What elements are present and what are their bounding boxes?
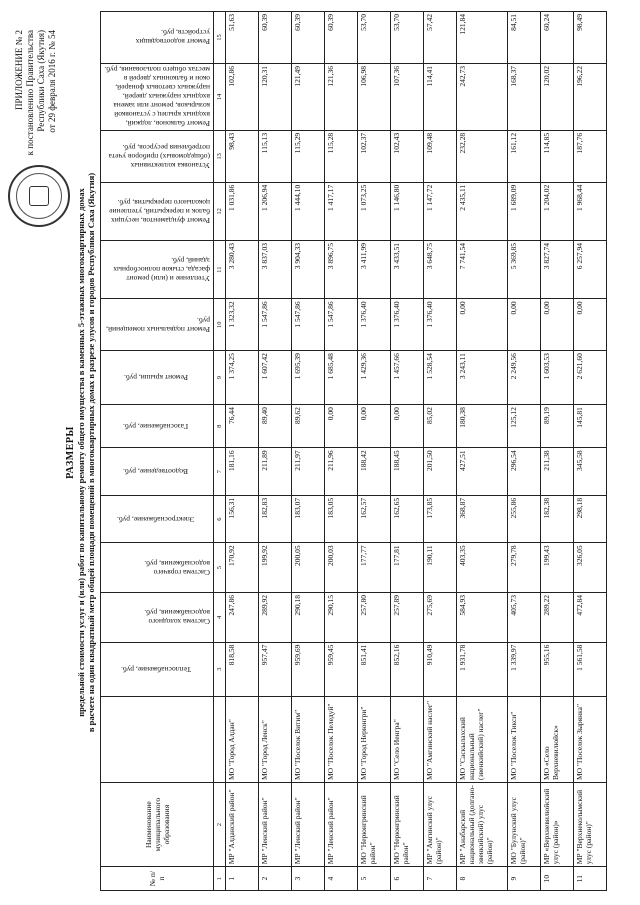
table-cell: 177,81 (391, 543, 424, 593)
table-cell: 242,73 (457, 63, 508, 130)
table-cell: 1 968,44 (574, 182, 607, 240)
table-row (574, 12, 607, 891)
column-header: Утепление и (или) ремонт фасада, стыков полносборных зданий, руб. (101, 241, 214, 299)
column-number: 4 (214, 593, 226, 643)
table-cell: 98,49 (574, 12, 607, 64)
table-row (358, 12, 391, 891)
table-cell: 6 (391, 867, 424, 891)
table-cell: 0,00 (358, 405, 391, 448)
table-cell: 3 904,33 (292, 241, 325, 299)
column-header: Теплоснабжение, руб. (101, 642, 214, 696)
table-cell: МО "Поселок Зырянка" (574, 696, 607, 782)
table-cell: 53,70 (358, 12, 391, 64)
table-cell: 0,00 (391, 405, 424, 448)
table-cell: 106,98 (358, 63, 391, 130)
table-cell: 187,76 (574, 130, 607, 182)
table-cell: 53,70 (391, 12, 424, 64)
table-cell: 910,49 (424, 642, 457, 696)
appendix-line: от 29 февраля 2016 г. № 54 (47, 30, 57, 133)
table-cell: 326,05 (574, 543, 607, 593)
table-row (292, 12, 325, 891)
table-row (541, 12, 574, 891)
table-cell: МО «Село Верхневилюйск» (541, 696, 574, 782)
table-cell: 51,63 (226, 12, 259, 64)
table-cell: 162,65 (391, 495, 424, 543)
table-cell: 173,85 (424, 495, 457, 543)
appendix-line: к постановлению Правительства (25, 30, 35, 156)
table-cell: 1 685,48 (325, 351, 358, 405)
column-header: Ремонт водоотводящих устройств, руб. (101, 12, 214, 64)
column-number: 11 (214, 241, 226, 299)
table-cell: 1 528,54 (424, 351, 457, 405)
table-cell: 298,18 (574, 495, 607, 543)
table-cell: 232,28 (457, 130, 508, 182)
column-number: 13 (214, 130, 226, 182)
column-number: 7 (214, 448, 226, 496)
appendix-block (14, 30, 58, 220)
table-cell: 1 376,40 (424, 299, 457, 351)
table-cell: 247,86 (226, 593, 259, 643)
table-cell: 200,05 (292, 543, 325, 593)
table-cell: 959,45 (325, 642, 358, 696)
table-row (457, 12, 508, 891)
column-header: Ремонт крыши, руб. (101, 351, 214, 405)
column-number: 15 (214, 12, 226, 64)
column-number-row (214, 12, 226, 891)
table-cell: 1 547,86 (325, 299, 358, 351)
table-cell: 1 603,53 (541, 351, 574, 405)
table-cell: 188,45 (391, 448, 424, 496)
table-cell: 5 369,85 (508, 241, 541, 299)
table-cell: 1 457,66 (391, 351, 424, 405)
table-cell: 6 257,94 (574, 241, 607, 299)
table-cell: 3 827,74 (541, 241, 574, 299)
table-cell: 85,02 (424, 405, 457, 448)
table-cell: 1 417,17 (325, 182, 358, 240)
column-number (214, 696, 226, 782)
table-cell: 345,58 (574, 448, 607, 496)
table-cell: МО "Село Иенгра" (391, 696, 424, 782)
table-row (325, 12, 358, 891)
column-header: Система холодного водоснабжения, руб. (101, 593, 214, 643)
column-header: Ремонт фундаментов, несущих балок и перекрытий, утепление цокольного перекрытия, руб. (101, 182, 214, 240)
table-cell: МР "Анабарский национальный (долгано-эвенкийский) улус (район)" (457, 783, 508, 867)
table-cell: 255,86 (508, 495, 541, 543)
table-cell: 1 607,42 (259, 351, 292, 405)
table-cell: МО "Саскылахский национальный (эвенкийский) наслег" (457, 696, 508, 782)
table-row (259, 12, 292, 891)
table-cell: 188,42 (358, 448, 391, 496)
table-cell: МР «Верхневилюйский улус (район)» (541, 783, 574, 867)
table-cell: 60,39 (259, 12, 292, 64)
table-cell: 170,92 (226, 543, 259, 593)
column-number: 5 (214, 543, 226, 593)
table-cell: МО "Город Ленск" (259, 696, 292, 782)
table-cell: 120,31 (259, 63, 292, 130)
table-cell: 3 280,43 (226, 241, 259, 299)
table-cell: 0,00 (457, 299, 508, 351)
table-cell: МО "Амгинский наслег" (424, 696, 457, 782)
column-number: 8 (214, 405, 226, 448)
table-cell: 1 931,78 (457, 642, 508, 696)
table-cell: 1 547,86 (259, 299, 292, 351)
column-header: Газоснабжение, руб. (101, 405, 214, 448)
table-cell: 2 621,60 (574, 351, 607, 405)
table-cell: 182,38 (541, 495, 574, 543)
table-cell: 102,86 (226, 63, 259, 130)
table-cell: 1 (226, 867, 259, 891)
table-cell: 89,62 (292, 405, 325, 448)
column-header: № п/п (101, 867, 214, 891)
table-cell: 257,80 (358, 593, 391, 643)
column-header: Ремонт подвальных помещений, руб. (101, 299, 214, 351)
table-cell: 1 206,94 (259, 182, 292, 240)
table-cell: 145,81 (574, 405, 607, 448)
table-cell: 60,39 (325, 12, 358, 64)
table-cell: 5 (358, 867, 391, 891)
table-cell: МР "Ленский район" (325, 783, 358, 867)
document-heading (66, 40, 96, 865)
table-cell: 98,43 (226, 130, 259, 182)
table-cell: 121,36 (325, 63, 358, 130)
table-cell: 1 031,86 (226, 182, 259, 240)
table-cell: 296,54 (508, 448, 541, 496)
table-cell: МО "Нерюнгринский район" (358, 783, 391, 867)
table-cell: МР "Верхнеколымский улус (район)" (574, 783, 607, 867)
column-header: Водоотведение, руб. (101, 448, 214, 496)
column-number: 3 (214, 642, 226, 696)
column-number: 2 (214, 783, 226, 867)
table-cell: 0,00 (574, 299, 607, 351)
table-cell: 183,05 (325, 495, 358, 543)
table-cell: 121,84 (457, 12, 508, 64)
table-cell: 199,43 (541, 543, 574, 593)
table-cell: 211,38 (541, 448, 574, 496)
table-cell: 290,18 (292, 593, 325, 643)
header-row (101, 12, 214, 891)
table-cell: 257,89 (391, 593, 424, 643)
table-cell: 182,83 (259, 495, 292, 543)
column-number: 9 (214, 351, 226, 405)
table-cell: 7 (424, 867, 457, 891)
table-cell: 3 837,03 (259, 241, 292, 299)
table-cell: 955,16 (541, 642, 574, 696)
table-cell: 1 376,40 (391, 299, 424, 351)
table-cell: 290,15 (325, 593, 358, 643)
column-number: 14 (214, 63, 226, 130)
table-cell: 3 243,11 (457, 351, 508, 405)
table-cell: 196,22 (574, 63, 607, 130)
table-cell: 156,31 (226, 495, 259, 543)
table-cell: 957,47 (259, 642, 292, 696)
table-cell: 4 (325, 867, 358, 891)
column-number: 10 (214, 299, 226, 351)
table-row (391, 12, 424, 891)
table-cell: 115,13 (259, 130, 292, 182)
table-cell: 1 444,10 (292, 182, 325, 240)
table-cell: 1 204,02 (541, 182, 574, 240)
column-header: Ремонт балконов, лоджий, входных крылец с установкой козырьков, ремонт или замена входных наружных дверей, наружных световых фонарей, окон и балконных дверей в местах общего пользования, руб. (101, 63, 214, 130)
table-cell: 1 339,97 (508, 642, 541, 696)
table-cell: МР "Алданский район" (226, 783, 259, 867)
table-cell: 102,37 (358, 130, 391, 182)
table-cell: 11 (574, 867, 607, 891)
table-cell: 851,41 (358, 642, 391, 696)
table-cell: 109,48 (424, 130, 457, 182)
column-header (101, 696, 214, 782)
appendix-line: Республики Саха (Якутия) (36, 30, 46, 132)
table-cell: 8 (457, 867, 508, 891)
table-cell: 181,16 (226, 448, 259, 496)
table-cell: 120,02 (541, 63, 574, 130)
table-cell: 161,12 (508, 130, 541, 182)
table-cell: 89,40 (259, 405, 292, 448)
table-cell: 60,39 (292, 12, 325, 64)
table-cell: 211,96 (325, 448, 358, 496)
column-number: 12 (214, 182, 226, 240)
table-cell: МО "Булунский улус (район)" (508, 783, 541, 867)
table-row (226, 12, 259, 891)
table-cell: 427,51 (457, 448, 508, 496)
column-number: 6 (214, 495, 226, 543)
table-cell: 57,42 (424, 12, 457, 64)
table-cell: 121,49 (292, 63, 325, 130)
table-cell: 60,24 (541, 12, 574, 64)
table-cell: 289,22 (541, 593, 574, 643)
table-cell: 201,50 (424, 448, 457, 496)
table-cell: 162,57 (358, 495, 391, 543)
table-cell: 1 146,80 (391, 182, 424, 240)
table-row (424, 12, 457, 891)
table-cell: 3 411,99 (358, 241, 391, 299)
table-cell: 2 249,56 (508, 351, 541, 405)
table-cell: 279,78 (508, 543, 541, 593)
table-cell: 183,07 (292, 495, 325, 543)
table-cell: 818,58 (226, 642, 259, 696)
table-cell: 200,03 (325, 543, 358, 593)
table-cell: 959,69 (292, 642, 325, 696)
table-cell: 115,28 (325, 130, 358, 182)
column-header: Наименование муниципального образования (101, 783, 214, 867)
table-cell: 107,36 (391, 63, 424, 130)
table-cell: 3 (292, 867, 325, 891)
table-cell: 76,44 (226, 405, 259, 448)
table-cell: 0,00 (325, 405, 358, 448)
table-cell: 1 147,72 (424, 182, 457, 240)
table-cell: 10 (541, 867, 574, 891)
table-cell: МО "Поселок Витим" (292, 696, 325, 782)
column-header: Электроснабжение, руб. (101, 495, 214, 543)
table-cell: 7 741,54 (457, 241, 508, 299)
table-cell: 3 896,75 (325, 241, 358, 299)
table-cell: 0,00 (541, 299, 574, 351)
table-cell: 3 433,51 (391, 241, 424, 299)
table-cell: 289,92 (259, 593, 292, 643)
table-cell: 275,69 (424, 593, 457, 643)
table-cell: 114,85 (541, 130, 574, 182)
table-cell: 84,51 (508, 12, 541, 64)
table-cell: 168,37 (508, 63, 541, 130)
table-cell: МО "Поселок Тикси" (508, 696, 541, 782)
table-cell: 368,87 (457, 495, 508, 543)
document-title: РАЗМЕРЫ (65, 426, 76, 479)
table-cell: 1 561,58 (574, 642, 607, 696)
table-cell: 89,19 (541, 405, 574, 448)
table-cell: МО "Поселок Пеледуй" (325, 696, 358, 782)
table-cell: 1 376,40 (358, 299, 391, 351)
table-cell: 3 648,75 (424, 241, 457, 299)
table-cell: 405,73 (508, 593, 541, 643)
table-cell: 125,12 (508, 405, 541, 448)
table-cell: 2 (259, 867, 292, 891)
table-cell: МО "Нерюнгринский район" (391, 783, 424, 867)
table-cell: 1 429,36 (358, 351, 391, 405)
table-cell: 852,16 (391, 642, 424, 696)
table-cell: 1 689,09 (508, 182, 541, 240)
table-cell: МР "Ленский район" (259, 783, 292, 867)
appendix-line: ПРИЛОЖЕНИЕ № 2 (14, 30, 24, 111)
cost-table (100, 11, 607, 891)
table-cell: 114,41 (424, 63, 457, 130)
table-cell: 0,00 (508, 299, 541, 351)
table-cell: 584,93 (457, 593, 508, 643)
table-cell: 199,92 (259, 543, 292, 593)
table-cell: 211,89 (259, 448, 292, 496)
table-row (508, 12, 541, 891)
table-cell: 180,38 (457, 405, 508, 448)
document-subtitle: в расчете на один квадратный метр общей площади помещений в многоквартирных домах в разрезе улусов и городов Республики Саха (Якутия) (86, 172, 96, 733)
document-subtitle: предельной стоимости услуг и (или) работ по капитальному ремонту общего имущества в каменных 5-этажных многоквартирных домах (76, 188, 86, 717)
table-cell: МР "Амгинский улус (район)" (424, 783, 457, 867)
table-cell: 9 (508, 867, 541, 891)
table-cell: 472,84 (574, 593, 607, 643)
column-header: Система горячего водоснабжения, руб. (101, 543, 214, 593)
table-cell: 211,97 (292, 448, 325, 496)
table-cell: 102,43 (391, 130, 424, 182)
table-cell: 403,35 (457, 543, 508, 593)
table-cell: 1 323,32 (226, 299, 259, 351)
table-cell: 1 547,86 (292, 299, 325, 351)
table-cell: МО "Город Алдан" (226, 696, 259, 782)
table-cell: 1 374,25 (226, 351, 259, 405)
table-cell: 190,11 (424, 543, 457, 593)
column-number: 1 (214, 867, 226, 891)
table-cell: 2 435,11 (457, 182, 508, 240)
column-header: Установка коллективных (общедомовых) приборов учета потребления ресурсов, руб. (101, 130, 214, 182)
table-cell: 1 695,39 (292, 351, 325, 405)
table-cell: 177,77 (358, 543, 391, 593)
table-cell: МО "Город Нерюнгри" (358, 696, 391, 782)
table-cell: 1 073,25 (358, 182, 391, 240)
table-cell: МР "Ленский район" (292, 783, 325, 867)
table-cell: 115,29 (292, 130, 325, 182)
